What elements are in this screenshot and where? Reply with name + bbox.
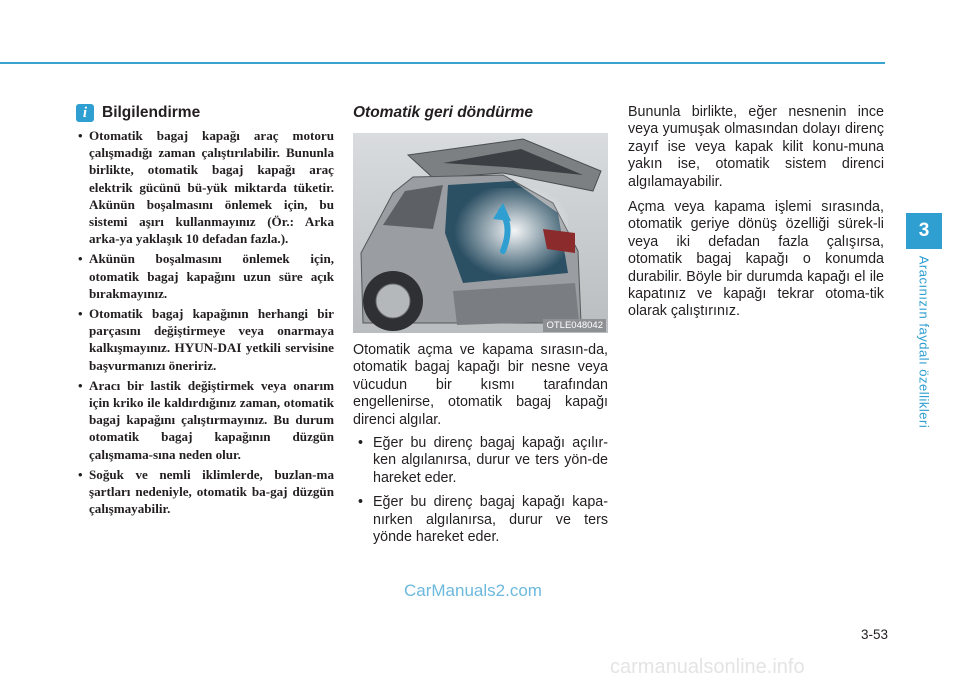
info-list	[76, 127, 334, 517]
reverse-bullet: • Eğer bu direnç bagaj kapağı açılır-ken algılanırsa, durur ve ters yön-de hareket eder.	[353, 435, 608, 487]
chapter-tab[interactable]: 3	[906, 213, 942, 249]
info-item: • Otomatik bagaj kapağı araç motoru çalışmadığı zaman çalıştırılabilir. Bununla birlikte, otomatik bagaj kapağı araç elektrik gücünü bü-yük miktarda tüketir. Akünün boşalmasını önlemek için, bu sistemi aşırı kullanmayınız (Ör.: Arka arka-ya yaklaşık 10 defadan fazla.).	[76, 127, 334, 247]
info-item: • Aracı bir lastik değiştirmek veya onarım için kriko ile kaldırdığınız zaman, otomatik bagaj kapağını çalıştırmayınız. Bu durum otomatik bagaj kapağının düzgün çalışmama-sına neden olur.	[76, 377, 334, 463]
info-item: • Akünün boşalmasını önlemek için, otomatik bagaj kapağını uzun süre açık bırakmayınız.	[76, 250, 334, 302]
reverse-bullet: • Eğer bu direnç bagaj kapağı kapa-nırken algılanırsa, durur ve ters yönde hareket eder.	[353, 494, 608, 546]
right-paragraph: Açma veya kapama işlemi sırasında, otomatik geriye dönüş özelliği sürek-li veya iki defadan fazla çalışırsa, otomatik bagaj kapağı o konumda durabilir. Böyle bir durumda kapağı el ile kapatınız ve kapağı tekrar otoma-tik olarak çalıştırınız.	[628, 199, 884, 320]
footer-watermark: carmanualsonline.info	[610, 656, 805, 678]
right-column	[628, 104, 884, 329]
info-item: • Otomatik bagaj kapağının herhangi bir parçasını değiştirmeye veya onarmaya kalkışmayınız. HYUN-DAI yetkili servisine başvurmanızı öneririz.	[76, 305, 334, 374]
intro-paragraph: Otomatik açma ve kapama sırasın-da, otomatik bagaj kapağı bir nesne veya vücudun bir kısmı tarafından engellenirse, otomatik bagaj kapağı direnci algılar.	[353, 342, 608, 428]
suv-tailgate-image	[353, 133, 608, 333]
info-title: Bilgilendirme	[102, 104, 201, 121]
chapter-label: Aracınızın faydalı özellikleri	[916, 255, 932, 429]
figure-code: OTLE048042	[543, 319, 606, 332]
page-number: 3-53	[860, 627, 888, 642]
watermark[interactable]: CarManuals2.com	[404, 581, 542, 600]
info-icon: i	[76, 104, 94, 122]
auto-reverse-column	[353, 104, 608, 553]
section-title: Otomatik geri döndürme	[353, 104, 533, 121]
tailgate-illustration	[353, 133, 608, 333]
info-header	[76, 104, 334, 122]
info-column	[76, 104, 334, 520]
reverse-bullets	[353, 435, 608, 546]
right-paragraph: Bununla birlikte, eğer nesnenin ince veya yumuşak olmasından dolayı direnç zayıf ise veya kapak kilit konu-muna yakın ise, otomatik sistem direnci algılamayabilir.	[628, 104, 884, 190]
header-rule	[0, 62, 885, 64]
info-item: • Soğuk ve nemli iklimlerde, buzlan-ma şartları nedeniyle, otomatik ba-gaj düzgün çalışmayabilir.	[76, 466, 334, 518]
